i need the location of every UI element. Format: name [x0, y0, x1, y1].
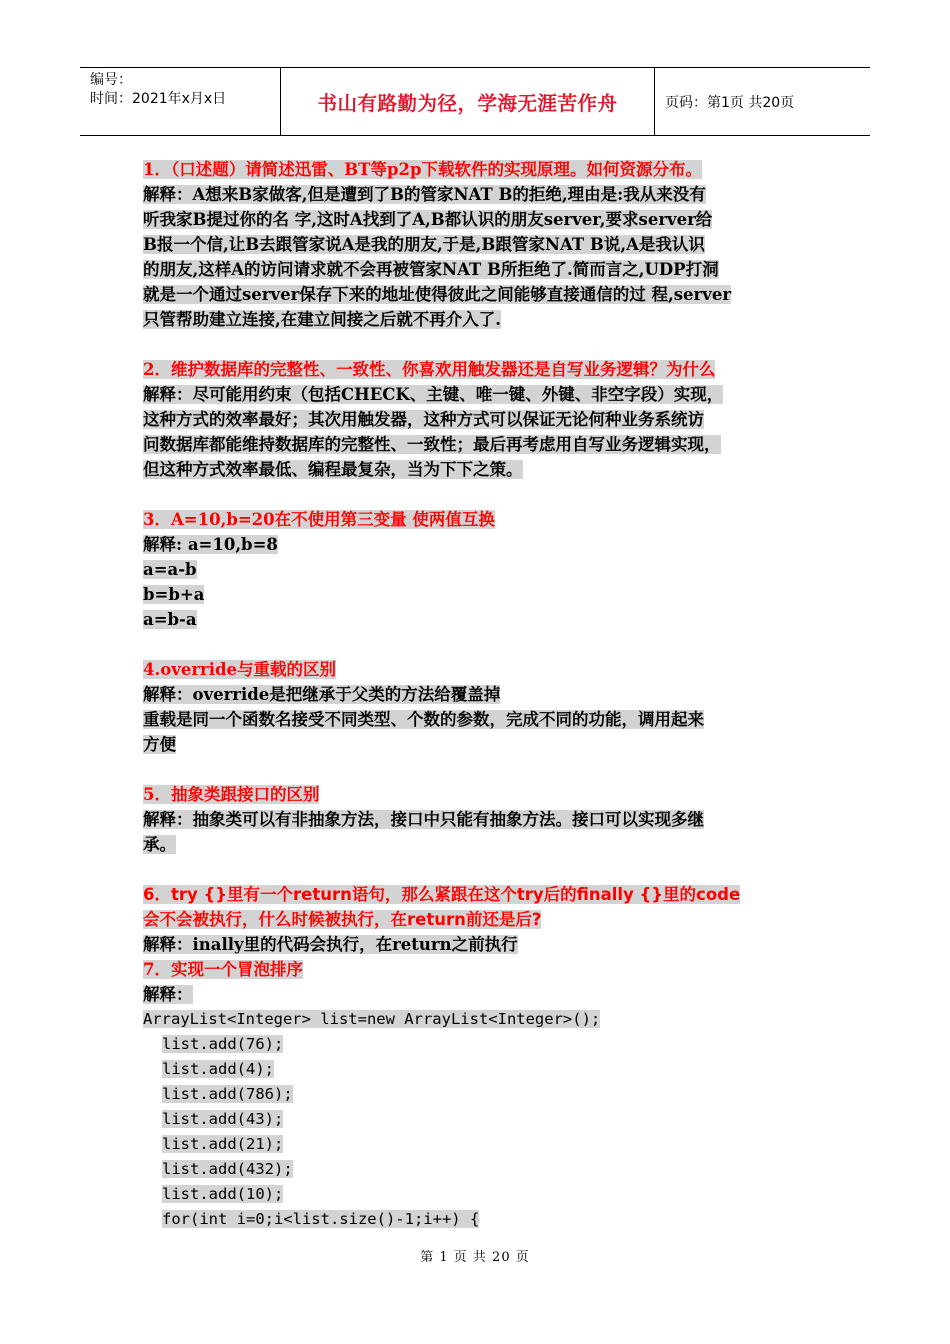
page-footer: 第 1 页 共 20 页	[420, 1250, 530, 1265]
answer-line-text: b=b+a	[143, 585, 205, 604]
question-line	[143, 882, 833, 907]
answer-line	[143, 382, 833, 407]
answer-line	[143, 682, 833, 707]
question-line	[143, 357, 833, 382]
question-line	[143, 157, 833, 182]
answer-line-text: 解释：	[143, 985, 193, 1004]
answer-line-text: B报一个信,让B去跟管家说A是我的朋友,于是,B跟管家NAT B说,A是我认识	[143, 235, 705, 254]
answer-line-text: 解释：抽象类可以有非抽象方法，接口中只能有抽象方法。接口可以实现多继	[143, 810, 704, 829]
answer-line	[143, 832, 833, 857]
answer-line-text: 重载是同一个函数名接受不同类型、个数的参数，完成不同的功能，调用起来	[143, 710, 704, 729]
question-line	[143, 907, 833, 932]
page-header	[80, 67, 870, 136]
question-line	[143, 782, 833, 807]
code-line-text: list.add(786);	[162, 1085, 293, 1103]
question-line	[143, 657, 833, 682]
answer-line-text: a=a-b	[143, 560, 197, 579]
code-line-text: list.add(4);	[162, 1060, 274, 1078]
code-line-text: ArrayList<Integer> list=new ArrayList<Integer>();	[143, 1010, 601, 1028]
question-line-text: 会不会被执行，什么时候被执行，在return前还是后?	[143, 910, 542, 929]
answer-line-text: 问数据库都能维持数据库的完整性、一致性；最后再考虑用自写业务逻辑实现，	[143, 435, 721, 454]
blank-line	[143, 482, 833, 507]
answer-line-text: 解释：override是把继承于父类的方法给覆盖掉	[143, 685, 501, 704]
answer-line	[143, 807, 833, 832]
question-line	[143, 957, 833, 982]
code-line-text: list.add(10);	[162, 1185, 284, 1203]
code-line-text: list.add(21);	[162, 1135, 284, 1153]
question-line-text: 5．抽象类跟接口的区别	[143, 785, 320, 804]
answer-line-text: 听我家B提过你的名 字,这时A找到了A,B都认识的朋友server,要求server给	[143, 210, 713, 229]
code-line	[143, 1032, 833, 1057]
answer-line	[143, 457, 833, 482]
answer-line-text: 方便	[143, 735, 176, 754]
answer-line	[143, 307, 833, 332]
answer-line	[143, 607, 833, 632]
answer-line-text: 解释: a=10,b=8	[143, 535, 278, 554]
answer-line-text: a=b-a	[143, 610, 197, 629]
question-line	[143, 507, 833, 532]
answer-line	[143, 407, 833, 432]
answer-line	[143, 582, 833, 607]
answer-line	[143, 232, 833, 257]
code-line	[143, 1207, 833, 1232]
answer-line-text: 承。	[143, 835, 176, 854]
answer-line	[143, 982, 833, 1007]
header-meta-cell	[80, 68, 281, 135]
code-line	[143, 1082, 833, 1107]
answer-line	[143, 532, 833, 557]
code-line	[143, 1182, 833, 1207]
answer-line-text: 解释：尽可能用约束（包括CHECK、主键、唯一键、外键、非空字段）实现，	[143, 385, 724, 404]
question-line-text: 2．维护数据库的完整性、一致性、你喜欢用触发器还是自写业务逻辑？为什么	[143, 360, 716, 379]
number-label: 编号：	[90, 72, 132, 88]
question-line-text: 4.override与重载的区别	[143, 660, 337, 679]
answer-line	[143, 732, 833, 757]
answer-line-text: 只管帮助建立连接,在建立间接之后就不再介入了.	[143, 310, 501, 329]
document-body	[143, 157, 833, 1232]
header-motto: 书山有路勤为径，学海无涯苦作舟	[281, 68, 655, 135]
answer-line	[143, 557, 833, 582]
answer-line-text: 就是一个通过server保存下来的地址使得彼此之间能够直接通信的过 程,server	[143, 285, 732, 304]
question-line-text: 6．try {}里有一个return语句，那么紧跟在这个try后的finally {}里的code	[143, 885, 741, 904]
answer-line-text: 解释：inally里的代码会执行，在return之前执行	[143, 935, 518, 954]
question-line-text: 3．A=10,b=20在不使用第三变量 使两值互换	[143, 510, 495, 529]
code-line	[143, 1007, 833, 1032]
blank-line	[143, 857, 833, 882]
code-line	[143, 1132, 833, 1157]
code-line-text: list.add(432);	[162, 1160, 293, 1178]
header-page-info: 页码：第1页 共20页	[665, 94, 795, 111]
answer-line	[143, 207, 833, 232]
answer-line	[143, 257, 833, 282]
answer-line-text: 这种方式的效率最好；其次用触发器，这种方式可以保证无论何种业务系统访	[143, 410, 704, 429]
question-line-text: 1．（口述题）请简述迅雷、BT等p2p下载软件的实现原理。如何资源分布。	[143, 160, 703, 179]
answer-line-text: 解释：A想来B家做客,但是遭到了B的管家NAT B的拒绝,理由是:我从来没有	[143, 185, 706, 204]
code-line-text: list.add(43);	[162, 1110, 284, 1128]
time-label: 时间：2021年x月x日	[90, 91, 227, 107]
code-line-text: for(int i=0;i<list.size()-1;i++) {	[162, 1210, 480, 1228]
answer-line-text: 的朋友,这样A的访问请求就不会再被管家NAT B所拒绝了.简而言之,UDP打洞	[143, 260, 719, 279]
answer-line	[143, 932, 833, 957]
answer-line	[143, 282, 833, 307]
blank-line	[143, 332, 833, 357]
answer-line	[143, 182, 833, 207]
answer-line	[143, 707, 833, 732]
code-line	[143, 1157, 833, 1182]
code-line	[143, 1107, 833, 1132]
code-line-text: list.add(76);	[162, 1035, 284, 1053]
code-line	[143, 1057, 833, 1082]
blank-line	[143, 757, 833, 782]
question-line-text: 7．实现一个冒泡排序	[143, 960, 303, 979]
blank-line	[143, 632, 833, 657]
answer-line	[143, 432, 833, 457]
answer-line-text: 但这种方式效率最低、编程最复杂，当为下下之策。	[143, 460, 523, 479]
